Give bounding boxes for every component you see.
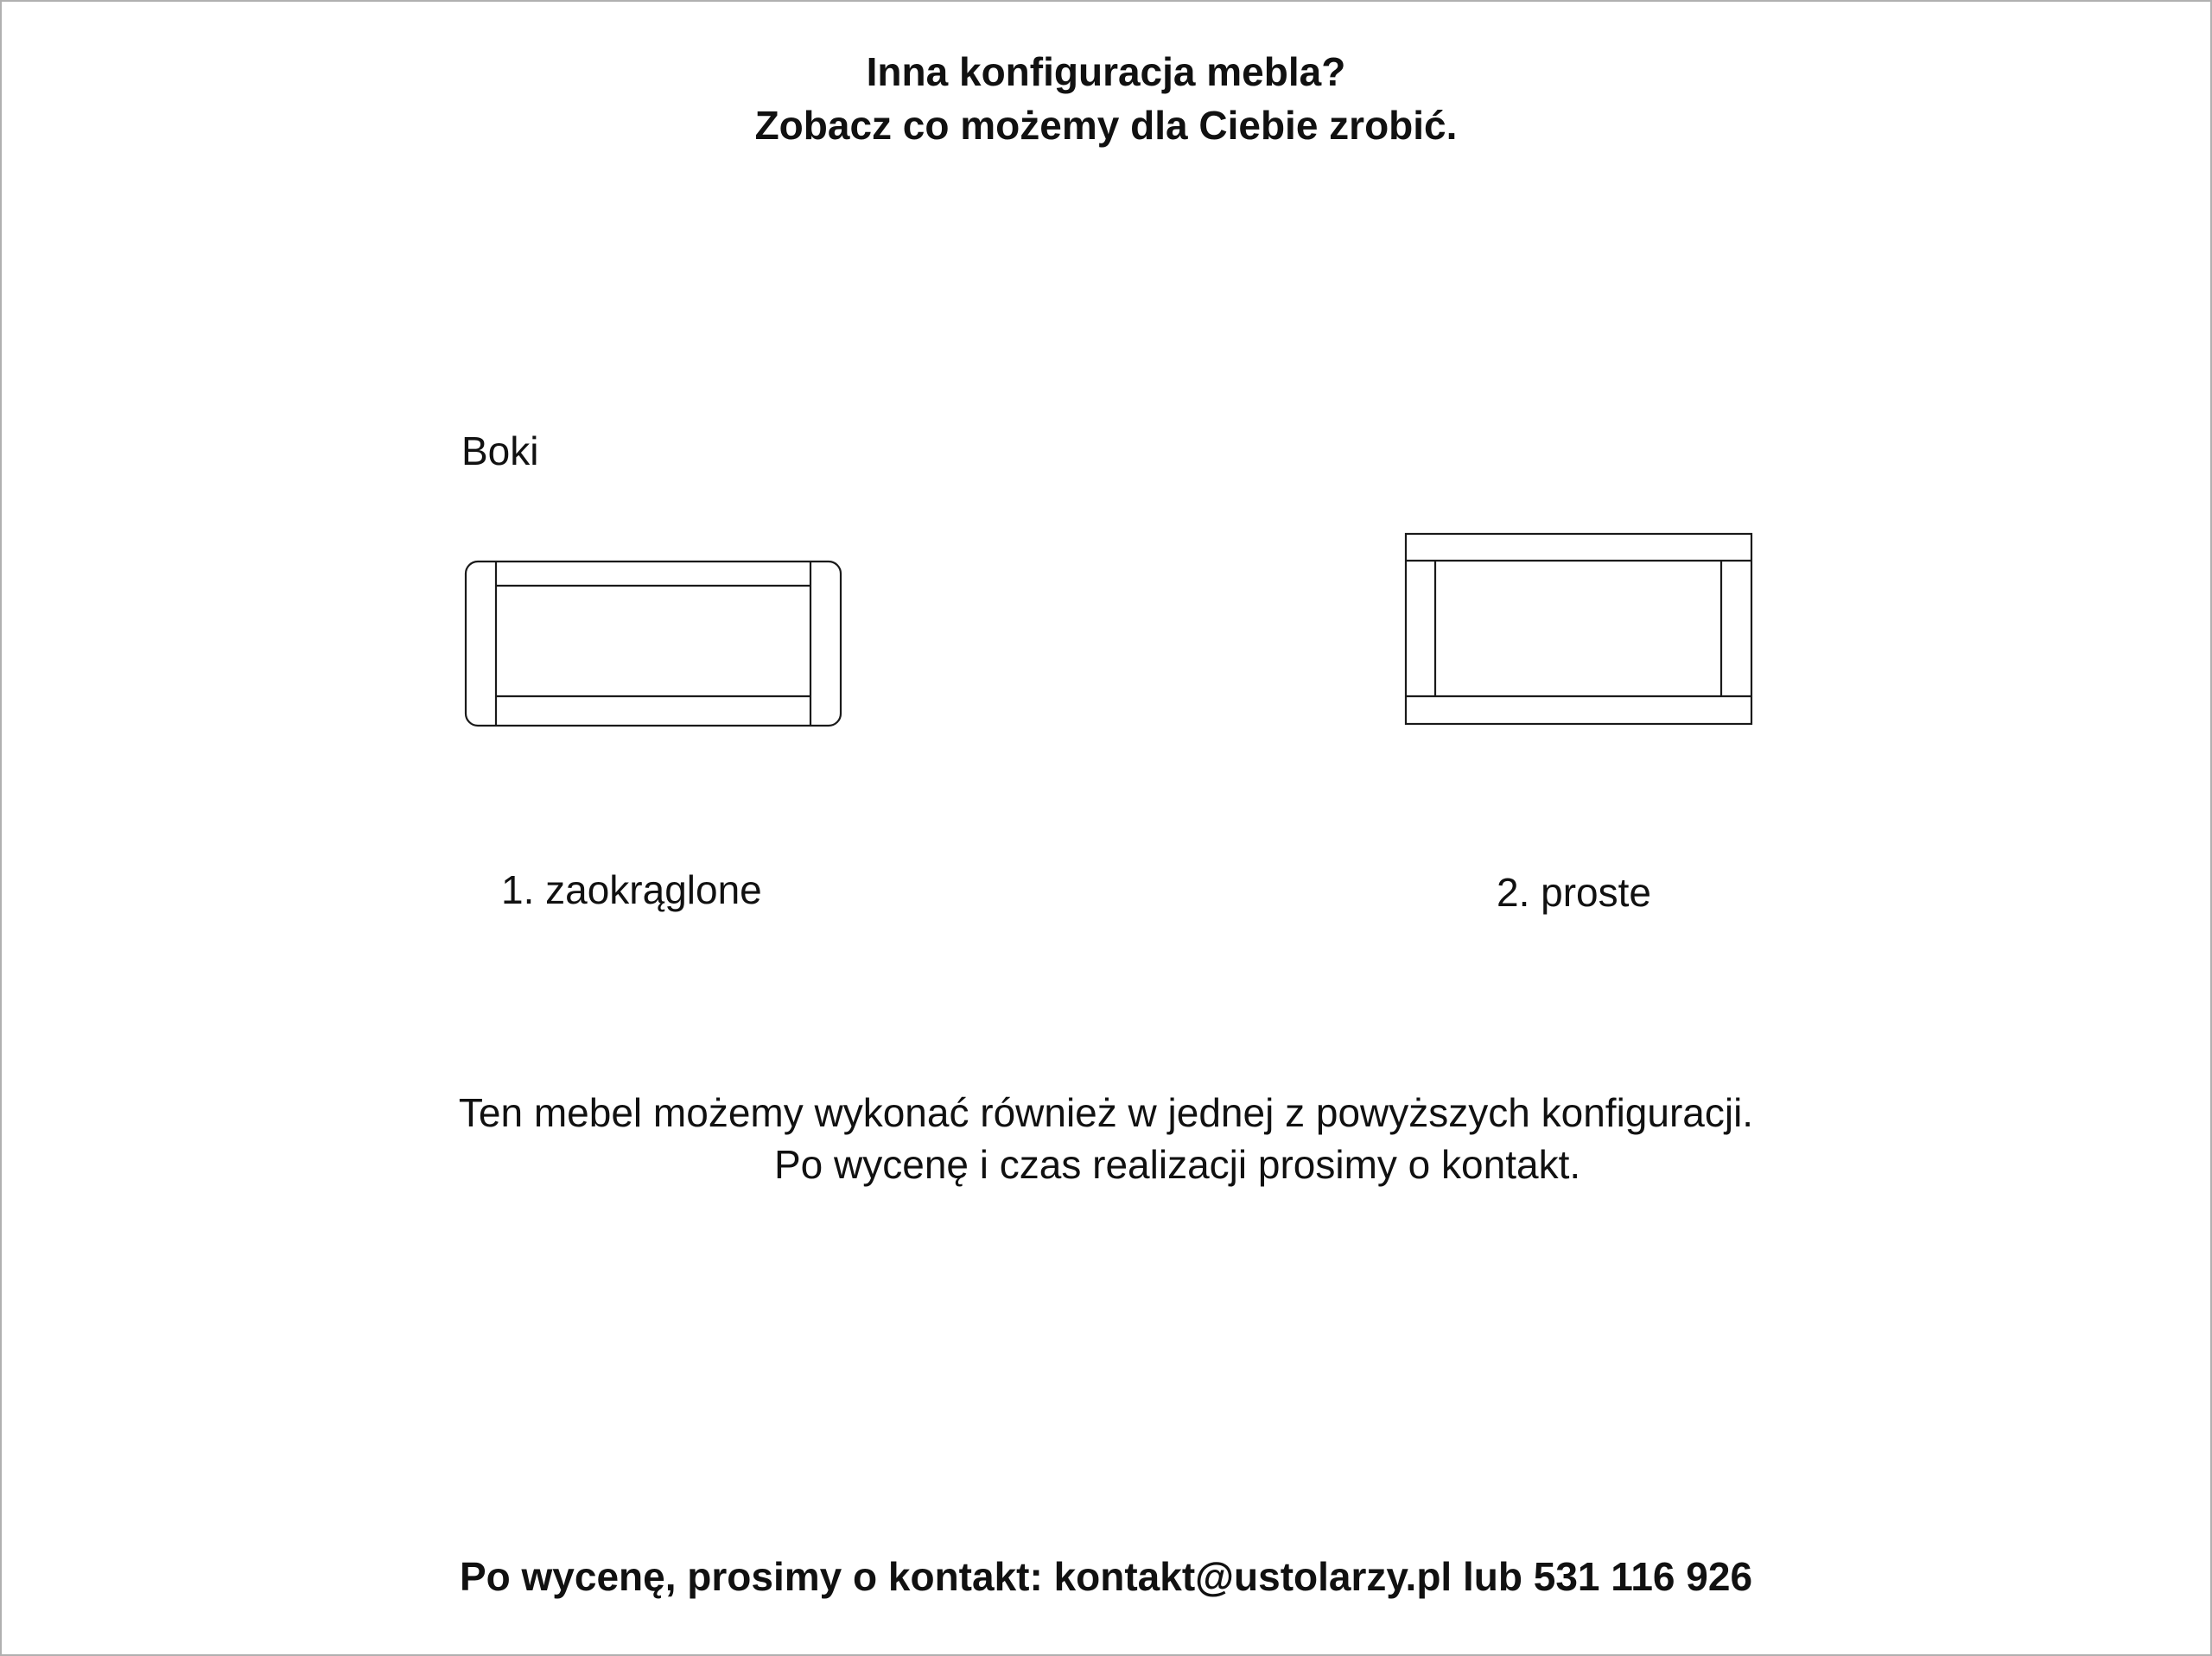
rounded-sides-icon <box>463 559 843 728</box>
option-2-label: 2. proste <box>1497 870 1651 915</box>
rounded-sides-diagram <box>463 559 843 733</box>
section-label-sides: Boki <box>461 428 539 473</box>
title-line-1: Inna konfiguracja mebla? <box>866 49 1346 94</box>
info-line-1: Ten mebel możemy wykonać również w jednej z powyższych konfiguracji. <box>458 1090 1754 1135</box>
straight-sides-diagram <box>1403 531 1754 731</box>
page-title <box>2 45 2210 152</box>
info-line-2: Po wycenę i czas realizacji prosimy o kontakt. <box>774 1142 1581 1187</box>
contact-line: Po wycenę, prosimy o kontakt: kontakt@ustolarzy.pl lub 531 116 926 <box>459 1554 1753 1599</box>
straight-sides-icon <box>1403 531 1754 726</box>
title-line-2: Zobacz co możemy dla Ciebie zrobić. <box>754 103 1458 148</box>
info-text <box>2 1087 2210 1187</box>
option-1-label: 1. zaokrąglone <box>501 867 762 912</box>
